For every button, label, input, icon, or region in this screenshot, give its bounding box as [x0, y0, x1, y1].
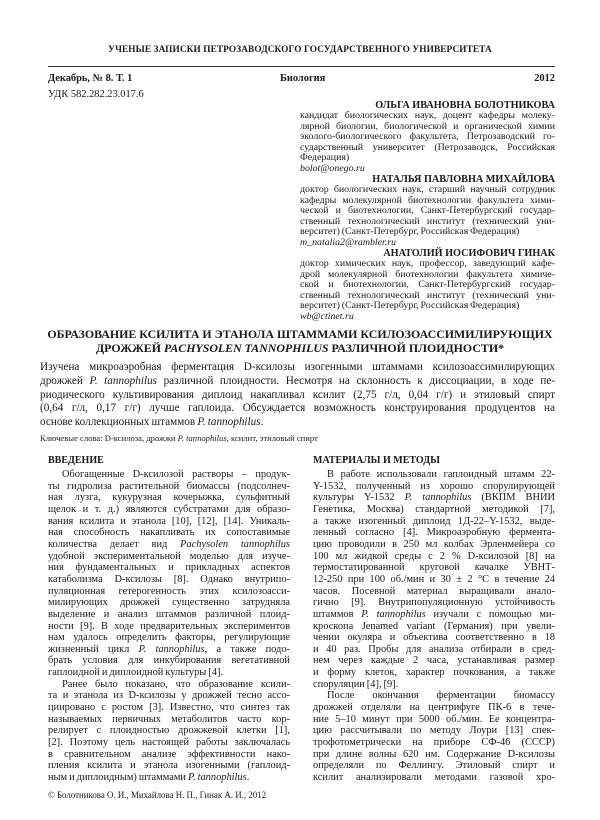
text-segment: . [246, 772, 250, 784]
author-name: НАТАЛЬЯ ПАВЛОВНА МИХАЙЛОВА [372, 174, 555, 185]
text-line: брать условия для инкубирования вегетативной [48, 655, 290, 667]
text-line: (0,64 г/л, 0,17 г/г) лучше гаплоида. Обсуждается возможность конструирования продуцентов на [40, 402, 555, 415]
text-segment: штаммов [313, 608, 362, 620]
issue-info: Декабрь, № 8. Т. 1 [48, 73, 133, 84]
italic-term: Pachysolen tannophilus [180, 538, 290, 550]
author-email[interactable]: m_natalia2@rambler.ru [300, 236, 397, 248]
article-body [0, 100, 600, 801]
authors-block [300, 100, 555, 322]
author-name: ОЛЬГА ИВАНОВНА БОЛОТНИКОВА [375, 100, 555, 111]
copyright: © Болотникова О. И., Михайлова Н. П., Гинак А. И., 2012 [48, 789, 267, 800]
text-line: верситет) (Санкт-Петербург, Российская Федерация) [300, 300, 520, 311]
text-line: [2]. Поэтому цель настоящей работы заключалась [48, 737, 290, 749]
text-line: дрожжей отделяли на центрифуге ПК-6 в тече- [313, 702, 555, 714]
udk-code: УДК 582.282.23.017.6 [48, 89, 144, 100]
text-line: кроскопа Jenamed variant (Германия) при увели- [313, 620, 555, 632]
text-line: выделение и анализ штаммов различной плоид- [48, 608, 290, 620]
text-line: а также изогенный диплоид 1Д-22–Y-1532, выде- [313, 515, 555, 527]
text-segment: , а также подо- [204, 643, 290, 655]
text-line: ческой и биотехнологии, Санкт-Петербургский государ- [300, 205, 555, 216]
text-line: цию проводили в 250 мл колбах Эрленмейера со [313, 538, 555, 550]
text-line [313, 492, 555, 504]
text-segment: дрожжей [40, 374, 90, 387]
section-heading: ВВЕДЕНИЕ [48, 454, 104, 466]
text-line: споруляции [4], [9]. [313, 678, 399, 690]
text-line [48, 539, 290, 551]
text-line: релирует с плоидностью дрожжевой клетки [1], [48, 725, 290, 737]
text-line: та и этанола из D-ксилозы у дрожжей тесно ассо- [48, 690, 290, 702]
author-email[interactable]: bolot@onego.ru [300, 162, 365, 174]
journal-title: УЧЕНЫЕ ЗАПИСКИ ПЕТРОЗАВОДСКОГО ГОСУДАРСТВЕННОГО УНИВЕРСИТЕТА [108, 45, 492, 55]
text-line: ности [9]. В ходе предварительных экспериментов [48, 620, 290, 632]
text-segment: различной плоидности. Несмотря на склонность к диссоциации, в ходе пе- [157, 374, 556, 387]
text-line [48, 644, 290, 656]
text-line: удобной экспериментальной моделью для изуче- [48, 550, 290, 562]
text-segment: изучали с помощью ми- [425, 608, 555, 620]
body-columns [48, 454, 555, 801]
text-line [313, 609, 555, 621]
text-line: доктор химических наук, профессор, заведующий кафе- [300, 258, 555, 269]
text-line: при длине волны 620 нм. Содержание D-ксилозы [313, 748, 555, 760]
text-segment: основе коллекционных штаммов [40, 416, 198, 429]
text-line: ской и биотехнологии, Санкт-Петербургский государ- [300, 279, 555, 290]
year: 2012 [534, 73, 555, 84]
section-name: Биология [280, 73, 326, 84]
text-line: цию рассчитывали по методу Лоури [13] спек- [313, 725, 555, 737]
left-column-text [48, 454, 290, 784]
title-line-1: ОБРАЗОВАНИЕ КСИЛИТА И ЭТАНОЛА ШТАММАМИ КСИЛОЗОАССИМИЛИРУЮЩИХ [47, 327, 553, 341]
text-line: дрой молекулярной биотехнологии факультета химиче- [300, 268, 555, 280]
text-line: катаболизма D-ксилозы [8]. Однако внутрипо- [48, 573, 290, 585]
title-part: РАЗЛИЧНОЙ ПЛОИДНОСТИ* [328, 341, 505, 355]
text-line: Ранее было показано, что образование ксили- [62, 678, 290, 690]
text-line: В работе использовали гаплоидный штамм 22- [327, 468, 555, 480]
italic-term: P. tannophilus [89, 374, 158, 387]
text-segment: . [260, 416, 264, 429]
text-line: ксилит анализировали методами газовой хро- [313, 772, 555, 784]
text-line: верситет) (Санкт-Петербург, Российская Федерация) [300, 226, 520, 237]
text-line: гично [9]. Внутрипопуляционную устойчивость [313, 597, 555, 609]
text-line: Федерация) [300, 152, 350, 163]
section-heading: МАТЕРИАЛЫ И МЕТОДЫ [313, 454, 440, 466]
text-line: кафедры молекулярной биотехнологии факультета хими- [300, 194, 555, 206]
text-line: доктор биологических наук, старший научный сотрудник [300, 184, 555, 195]
text-line: риодического культивирования диплоид накапливал ксилит (2,75 г/л, 0,04 г/г) и этиловый спирт [40, 388, 555, 401]
text-line: называемых первичных метаболитов часто кор- [48, 713, 290, 725]
text-line: ная лузга, кукурузная кочерыжка, сульфитный [48, 492, 290, 504]
text-segment: ным и диплоидным) штаммами [48, 772, 188, 784]
text-line: кандидат биологических наук, доцент кафедры молеку- [300, 110, 555, 121]
text-line: термостатированной круговой качалке УВНТ- [313, 562, 555, 574]
text-line: чении окуляра и объектива соответственно в 18 [313, 632, 555, 644]
italic-term: P. tannophilus [361, 608, 426, 620]
article-title [40, 327, 560, 355]
text-line: щелок и т. д.) являются субстратами для образо- [48, 503, 290, 515]
text-line: определяли по Феллингу. Этиловый спирт и [313, 760, 555, 772]
text-line: циировано с ростом [3]. Известно, что синтез так [48, 702, 290, 714]
text-line: пления ксилита и этанола изогенными (гаплоид- [48, 760, 290, 772]
text-line: сударственный университет (Петрозаводск, Российская [300, 141, 555, 153]
text-line: ная способность накапливать их сопоставимые [48, 527, 290, 539]
author-email[interactable]: wb@ctinet.ru [300, 310, 354, 322]
header-rule [48, 66, 555, 67]
author-name: АНАТОЛИЙ ИОСИФОВИЧ ГИНАК [383, 248, 555, 259]
title-species: PACHYSOLEN TANNOPHILUS [163, 341, 329, 355]
text-line: ственный технологический институт (технический уни- [300, 215, 555, 227]
text-line: эколого-биологического факультета, Петрозаводский го- [300, 131, 555, 142]
italic-term: P. tannophilus [177, 432, 227, 443]
text-line: ственный технологический институт (технический уни- [300, 289, 555, 301]
text-line: 100 мл жидкой среды с 2 % D-ксилозой [8] на [313, 550, 555, 562]
text-line: ния фундаментальных и прикладных аспектов [48, 562, 290, 574]
text-segment: Ключевые слова: D-ксилоза, дрожжи [40, 432, 178, 443]
text-line: нем через каждые 2 часа, устанавливая размер [313, 655, 555, 667]
keywords [40, 433, 555, 444]
text-line [48, 772, 290, 784]
title-part: ДРОЖЖЕЙ [95, 341, 164, 355]
text-line: гаплоидной и диплоидной культуры [4]. [48, 667, 224, 679]
text-line: и 40 раз. Пробы для анализа отбирали в сред- [313, 643, 555, 655]
text-segment: жизненный цикл [48, 643, 139, 655]
italic-term: P. tannophilus [188, 772, 247, 784]
text-line: После окончания ферментации биомассу [327, 690, 555, 702]
text-line: пуляционная гетерогенность этих ксилозоасси- [48, 585, 290, 597]
text-line: Генетика, Москва) стандартной методикой [7], [313, 503, 555, 515]
left-column [48, 454, 290, 801]
text-segment: культуры Y-1532 [313, 492, 405, 504]
text-line: нам удалось определить факторы, регулирующие [48, 632, 290, 644]
text-line: и форму клеток, характер почкования, а также [313, 667, 555, 679]
italic-term: P. tannophilus [197, 416, 261, 429]
text-line: часов. Посевной материал выращивали анало- [313, 585, 555, 597]
text-segment: количества делает вид [48, 538, 181, 550]
text-line: трофотометрически на приборе СФ-46 (СССР) [313, 737, 555, 749]
text-segment: (ВКПМ ВНИИ [471, 492, 555, 504]
text-line: вания ксилита и этанола [10], [12], [14]. Уникаль- [48, 515, 290, 527]
text-line: Обогащенные D-ксилозой растворы – продук- [62, 468, 290, 480]
text-segment: , ксилит, этиловый спирт [226, 432, 318, 443]
text-line: ленный согласно [4]. Микроаэробную фермента- [313, 527, 555, 539]
italic-term: P. tannophilus [138, 643, 205, 655]
abstract [40, 361, 555, 430]
text-line: ние 5–10 минут при 5000 об./мин. Ее концентра- [313, 713, 555, 725]
right-column [313, 454, 555, 784]
text-line: ты гидролиза растительной биомассы (подсолнеч- [48, 480, 290, 492]
text-line [40, 416, 555, 430]
text-line: Y-1532, полученный из хорошо спорулирующей [313, 480, 555, 492]
text-line: 12-250 при 100 об./мин и 30 ± 2 °С в течение 24 [313, 573, 555, 585]
text-line: лярной биологии, биологической и органической химии [300, 120, 555, 132]
title-line-2 [40, 341, 560, 355]
text-line [40, 375, 555, 389]
text-line: Изучена микроаэробная ферментация D-ксилозы изогенными штаммами ксилозоассимилирующих [40, 361, 555, 373]
italic-term: P. tannophilus [404, 492, 472, 504]
text-line: в сравнительном анализе эффективности нако- [48, 748, 290, 760]
text-line: милирующих дрожжей существенно затрудняла [48, 597, 290, 609]
